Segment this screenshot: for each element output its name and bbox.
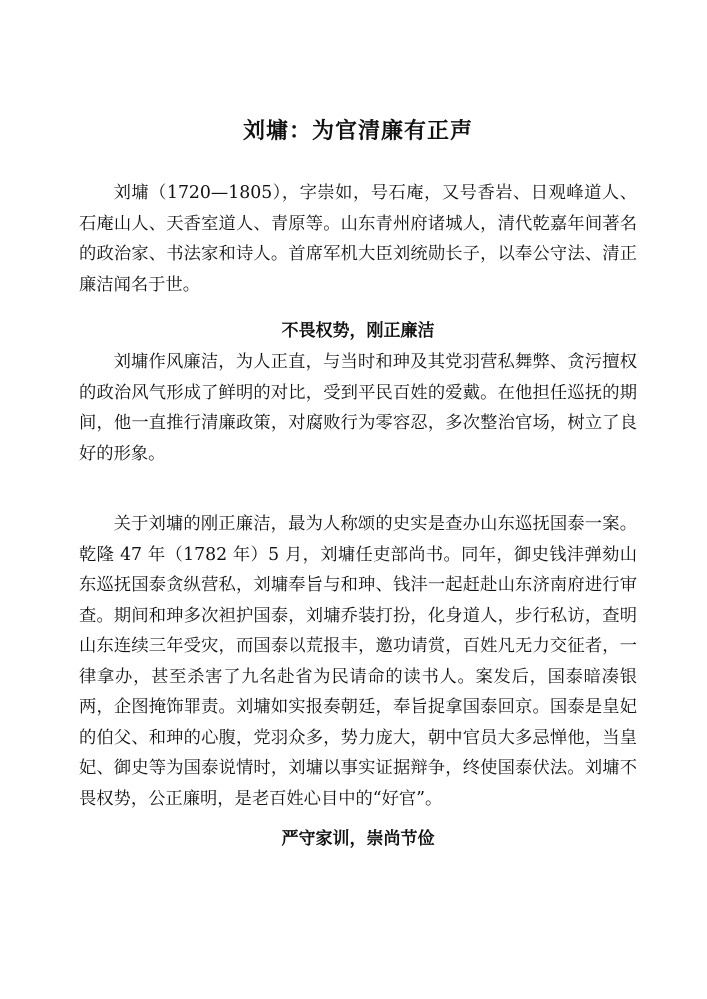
section-heading-integrity: 不畏权势，刚正廉洁 [281, 321, 435, 341]
intro-paragraph: 刘墉（1720—1805），字崇如，号石庵，又号香岩、日观峰道人、石庵山人、天香室道人、青原等。山东青州府诸城人，清代乾嘉年间著名的政治家、书法家和诗人。首席军机大臣刘统勋长子，以奉公守法、清正廉洁闻名于世。 [79, 183, 637, 295]
document-title: 刘墉：为官清廉有正声 [242, 118, 473, 144]
integrity-paragraph-2: 关于刘墉的刚正廉洁，最为人称颂的史实是查办山东巡抚国泰一案。乾隆 47 年（1782 年）5 月，刘墉任吏部尚书。同年，御史钱沣弹劾山东巡抚国泰贪纵营私，刘墉奉旨与和珅、钱沣一起赶赴山东济南府进行审查。期间和珅多次袒护国泰，刘墉乔装打扮，化身道人，步行私访，查明山东连续三年受灾，而国泰以荒报丰，邀功请赏，百姓凡无力交征者，一律拿办，甚至杀害了九名赴省为民请命的读书人。案发后，国泰暗凑银两，企图掩饰罪责。刘墉如实报奏朝廷，奉旨捉拿国泰回京。国泰是皇妃的伯父、和珅的心腹，党羽众多，势力庞大，朝中官员大多忌惮他，当皇妃、御史等为国泰说情时，刘墉以事实证据辩争，终使国泰伏法。刘墉不畏权势，公正廉明，是老百姓心目中的“好官”。 [79, 514, 637, 809]
integrity-paragraph-1: 刘墉作风廉洁，为人正直，与当时和珅及其党羽营私舞弊、贪污擅权的政治风气形成了鲜明的对比，受到平民百姓的爱戴。在他担任巡抚的期间，他一直推行清廉政策，对腐败行为零容忍，多次整治官场，树立了良好的形象。 [79, 352, 637, 464]
section-heading-frugality: 严守家训，崇尚节俭 [281, 829, 435, 849]
